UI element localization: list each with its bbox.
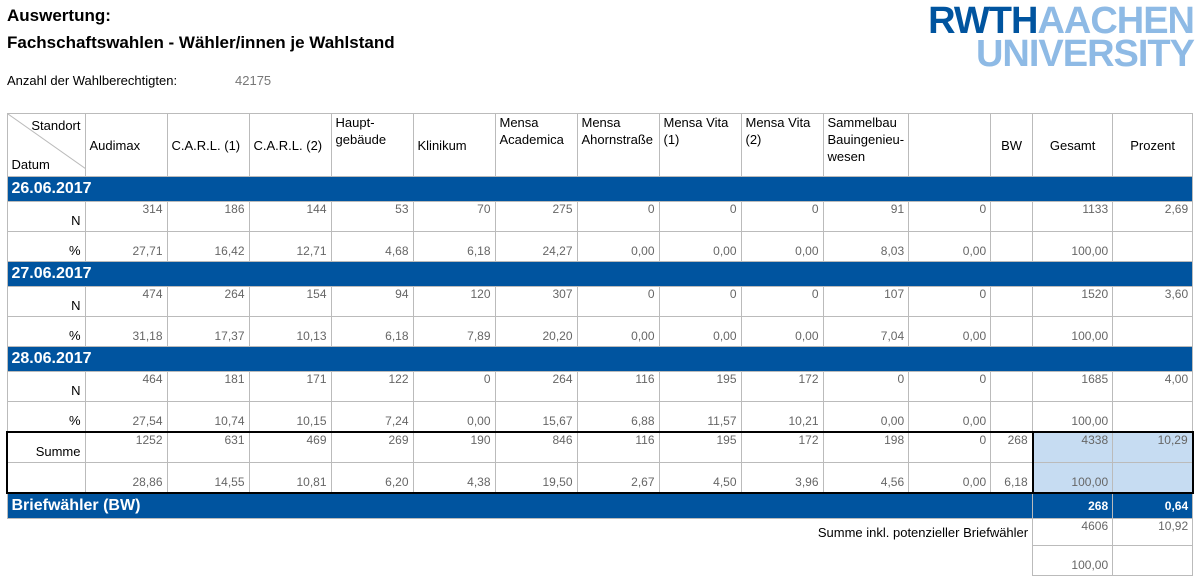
section-band	[7, 347, 1193, 372]
column-header-text: Mensa Vita	[745, 115, 811, 130]
percent-cell: 0,00	[909, 402, 991, 433]
count-cell: 116	[577, 432, 659, 463]
percent-cell: 16,42	[167, 232, 249, 262]
count-cell: 264	[495, 372, 577, 402]
count-cell: 195	[659, 372, 741, 402]
count-cell: 2,69	[1113, 202, 1193, 232]
count-cell: 314	[85, 202, 167, 232]
count-cell	[991, 372, 1033, 402]
header-row	[7, 114, 1193, 177]
percent-cell: 0,00	[741, 317, 823, 347]
column-header	[741, 114, 823, 177]
bw-prozent: 0,64	[1113, 493, 1193, 519]
count-row	[7, 432, 1193, 463]
percent-cell	[1113, 317, 1193, 347]
count-cell: 94	[331, 287, 413, 317]
count-cell: 171	[249, 372, 331, 402]
row-label	[7, 463, 85, 494]
column-header-text: BW	[1001, 137, 1023, 153]
percent-cell: 4,50	[659, 463, 741, 494]
bw-gesamt: 268	[1033, 493, 1113, 519]
count-cell: 120	[413, 287, 495, 317]
percent-row	[7, 402, 1193, 433]
column-header-text: wesen	[827, 149, 866, 164]
count-cell: 0	[909, 432, 991, 463]
count-cell: 1685	[1033, 372, 1113, 402]
count-cell: 186	[167, 202, 249, 232]
percent-row	[7, 317, 1193, 347]
percent-cell	[1113, 463, 1193, 494]
count-cell: 0	[577, 202, 659, 232]
count-cell: 181	[167, 372, 249, 402]
rwth-logo	[928, 0, 1196, 75]
total-incl-prozent: 10,92	[1113, 519, 1193, 546]
percent-cell: 10,15	[249, 402, 331, 433]
percent-cell: 10,13	[249, 317, 331, 347]
count-cell: 0	[659, 202, 741, 232]
percent-cell: 0,00	[823, 402, 909, 433]
column-header-text: Haupt-	[335, 115, 375, 130]
eligible-voters-value: 42175	[235, 73, 272, 88]
count-cell: 0	[909, 202, 991, 232]
row-label: %	[7, 402, 85, 433]
percent-cell: 17,37	[167, 317, 249, 347]
count-cell: 190	[413, 432, 495, 463]
percent-cell: 4,56	[823, 463, 909, 494]
total-incl-gesamt-pct: 100,00	[1033, 546, 1113, 576]
percent-cell: 0,00	[909, 463, 991, 494]
count-cell: 172	[741, 372, 823, 402]
column-header-text: C.A.R.L. (2)	[253, 137, 323, 153]
eligible-voters-label: Anzahl der Wahlberechtigten:	[7, 73, 178, 88]
row-label: %	[7, 232, 85, 262]
total-incl-row	[7, 519, 1193, 546]
count-cell: 195	[659, 432, 741, 463]
column-header	[823, 114, 909, 177]
percent-cell: 7,04	[823, 317, 909, 347]
percent-cell: 100,00	[1033, 317, 1113, 347]
count-cell: 307	[495, 287, 577, 317]
percent-cell: 3,96	[741, 463, 823, 494]
percent-row	[7, 232, 1193, 262]
spacer-cell	[7, 546, 1033, 576]
percent-cell: 4,68	[331, 232, 413, 262]
count-cell: 264	[167, 287, 249, 317]
count-cell: 198	[823, 432, 909, 463]
percent-cell	[1113, 232, 1193, 262]
section-title: 27.06.2017	[7, 262, 1193, 287]
count-cell: 469	[249, 432, 331, 463]
percent-cell: 0,00	[577, 317, 659, 347]
count-cell: 1520	[1033, 287, 1113, 317]
section-title: 28.06.2017	[7, 347, 1193, 372]
column-header-text: Audimax	[89, 137, 141, 153]
column-header-text: Mensa	[581, 115, 621, 130]
count-cell: 154	[249, 287, 331, 317]
percent-cell: 0,00	[909, 317, 991, 347]
count-cell: 0	[909, 372, 991, 402]
percent-cell: 8,03	[823, 232, 909, 262]
percent-cell	[991, 232, 1033, 262]
count-cell: 1133	[1033, 202, 1113, 232]
column-header-text: Gesamt	[1049, 137, 1096, 153]
column-header-text: (1)	[663, 132, 680, 147]
column-header-text: Bauingenieu-	[827, 132, 905, 147]
logo-aachen-text: AACHEN	[1037, 0, 1194, 42]
logo-rwth-text: RWTH	[928, 0, 1038, 42]
count-row	[7, 287, 1193, 317]
percent-row	[7, 463, 1193, 494]
percent-cell: 31,18	[85, 317, 167, 347]
percent-cell: 10,81	[249, 463, 331, 494]
percent-cell: 14,55	[167, 463, 249, 494]
column-header	[1113, 114, 1193, 177]
column-header	[991, 114, 1033, 177]
total-incl-gesamt: 4606	[1033, 519, 1113, 546]
percent-cell	[991, 317, 1033, 347]
percent-cell: 19,50	[495, 463, 577, 494]
count-cell: 268	[991, 432, 1033, 463]
count-cell: 122	[331, 372, 413, 402]
column-header	[909, 114, 991, 177]
row-label: N	[7, 372, 85, 402]
percent-cell: 6,88	[577, 402, 659, 433]
percent-cell: 4,38	[413, 463, 495, 494]
count-cell: 107	[823, 287, 909, 317]
report-heading: Auswertung:	[7, 6, 111, 25]
column-header-text: gebäude	[335, 132, 387, 147]
corner-datum-label: Datum	[11, 157, 50, 172]
report-title: Fachschaftswahlen - Wähler/innen je Wahlstand	[7, 33, 395, 52]
percent-cell: 20,20	[495, 317, 577, 347]
count-cell: 269	[331, 432, 413, 463]
column-header	[1033, 114, 1113, 177]
count-cell: 4338	[1033, 432, 1113, 463]
count-cell: 4,00	[1113, 372, 1193, 402]
count-cell	[991, 202, 1033, 232]
count-cell: 172	[741, 432, 823, 463]
count-cell: 53	[331, 202, 413, 232]
column-header	[495, 114, 577, 177]
row-label: %	[7, 317, 85, 347]
column-header-text: C.A.R.L. (1)	[171, 137, 241, 153]
percent-cell: 0,00	[659, 232, 741, 262]
count-row	[7, 202, 1193, 232]
percent-cell: 7,24	[331, 402, 413, 433]
percent-cell: 0,00	[741, 232, 823, 262]
count-cell: 116	[577, 372, 659, 402]
percent-cell: 100,00	[1033, 402, 1113, 433]
percent-cell	[1113, 402, 1193, 433]
count-cell: 464	[85, 372, 167, 402]
percent-cell: 0,00	[909, 232, 991, 262]
percent-cell: 11,57	[659, 402, 741, 433]
count-cell	[991, 287, 1033, 317]
count-cell: 846	[495, 432, 577, 463]
count-cell: 1252	[85, 432, 167, 463]
count-cell: 0	[413, 372, 495, 402]
percent-cell: 6,20	[331, 463, 413, 494]
section-title: 26.06.2017	[7, 177, 1193, 202]
column-header-text: Mensa	[499, 115, 539, 130]
row-label: Summe	[7, 432, 85, 463]
percent-cell: 12,71	[249, 232, 331, 262]
column-header-text: Prozent	[1130, 137, 1176, 153]
percent-cell: 2,67	[577, 463, 659, 494]
count-cell: 91	[823, 202, 909, 232]
count-cell: 0	[823, 372, 909, 402]
count-cell: 10,29	[1113, 432, 1193, 463]
row-label: N	[7, 202, 85, 232]
column-header	[659, 114, 741, 177]
percent-cell: 100,00	[1033, 463, 1113, 494]
percent-cell: 6,18	[413, 232, 495, 262]
column-header	[249, 114, 331, 177]
percent-cell: 28,86	[85, 463, 167, 494]
column-header-text: Mensa Vita	[663, 115, 729, 130]
count-cell: 0	[577, 287, 659, 317]
count-cell: 0	[909, 287, 991, 317]
percent-cell: 6,18	[331, 317, 413, 347]
column-header	[331, 114, 413, 177]
total-incl-empty	[1113, 546, 1193, 576]
total-incl-label: Summe inkl. potenzieller Briefwähler	[817, 524, 1029, 540]
section-band	[7, 262, 1193, 287]
count-cell: 631	[167, 432, 249, 463]
percent-cell: 100,00	[1033, 232, 1113, 262]
count-cell: 275	[495, 202, 577, 232]
percent-cell: 0,00	[413, 402, 495, 433]
percent-cell: 10,21	[741, 402, 823, 433]
percent-cell	[991, 402, 1033, 433]
percent-cell: 27,71	[85, 232, 167, 262]
percent-cell: 10,74	[167, 402, 249, 433]
percent-cell: 0,00	[659, 317, 741, 347]
count-cell: 0	[741, 202, 823, 232]
section-band	[7, 493, 1193, 519]
count-cell: 3,60	[1113, 287, 1193, 317]
total-incl-pct-row	[7, 546, 1193, 576]
count-cell: 474	[85, 287, 167, 317]
column-header-text: Ahornstraße	[581, 132, 654, 147]
percent-cell: 15,67	[495, 402, 577, 433]
column-header-text: Sammelbau	[827, 115, 897, 130]
count-cell: 70	[413, 202, 495, 232]
results-table	[6, 113, 1194, 576]
column-header	[85, 114, 167, 177]
section-title: Briefwähler (BW)	[7, 493, 1033, 519]
percent-cell: 0,00	[577, 232, 659, 262]
count-row	[7, 372, 1193, 402]
count-cell: 0	[659, 287, 741, 317]
percent-cell: 6,18	[991, 463, 1033, 494]
section-band	[7, 177, 1193, 202]
logo-university-text: UNIVERSITY	[975, 33, 1194, 75]
row-label: N	[7, 287, 85, 317]
column-header-text: Academica	[499, 132, 564, 147]
column-header	[577, 114, 659, 177]
percent-cell: 24,27	[495, 232, 577, 262]
corner-standort-label: Standort	[31, 118, 81, 133]
corner-cell	[7, 114, 85, 177]
count-cell: 144	[249, 202, 331, 232]
column-header	[413, 114, 495, 177]
percent-cell: 27,54	[85, 402, 167, 433]
percent-cell: 7,89	[413, 317, 495, 347]
column-header	[167, 114, 249, 177]
column-header-text: (2)	[745, 132, 762, 147]
count-cell: 0	[741, 287, 823, 317]
column-header-text: Klinikum	[417, 137, 467, 153]
